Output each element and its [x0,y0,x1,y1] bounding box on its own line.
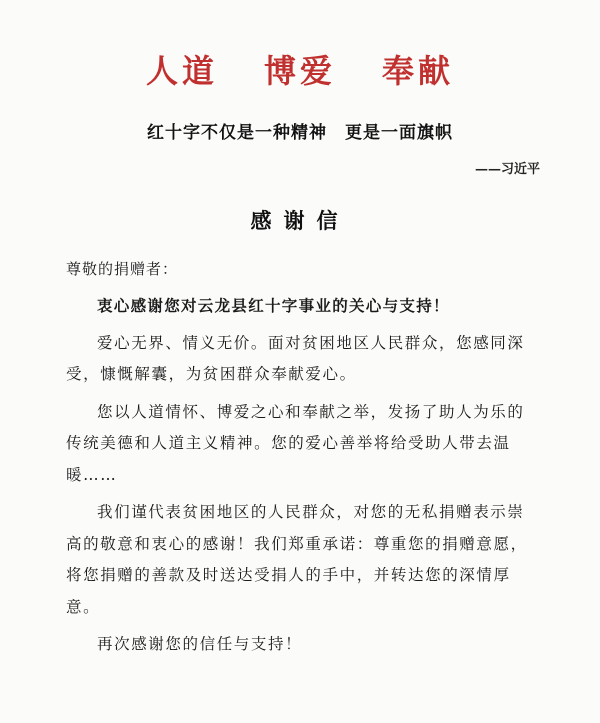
motto-word-3: 奉献 [382,52,455,90]
letter-paragraph: 再次感谢您的信任与支持！ [97,635,303,653]
motto-word-1: 人道 [145,52,218,90]
letter-salutation: 尊敬的捐赠者： [66,260,179,278]
letter-paragraph: 您以人道情怀、博爱之心和奉献之举，发扬了助人为乐的传统美德和人道主义精神。您的爱心善举将给受助人带去温暖…… [66,402,525,484]
quote-attribution: ——习近平 [474,162,540,177]
motto-word-2: 博爱 [263,52,336,90]
motto-heading [0,46,600,92]
letter-body [66,290,541,667]
quote-text: 红十字不仅是一种精神 更是一面旗帜 [147,123,453,143]
letter-paragraph: 我们谨代表贫困地区的人民群众，对您的无私捐赠表示崇高的敬意和衷心的感谢！我们郑重承诺：尊重您的捐赠意愿，将您捐赠的善款及时送达受捐人的手中，并转达您的深情厚意。 [66,503,528,616]
letter-paragraph: 衷心感谢您对云龙县红十字事业的关心与支持！ [97,296,450,315]
letter-paragraph: 爱心无界、情义无价。面对贫困地区人民群众，您感同深受，慷慨解囊，为贫困群众奉献爱心。 [66,333,525,383]
letter-title: 感谢信 [250,208,350,233]
